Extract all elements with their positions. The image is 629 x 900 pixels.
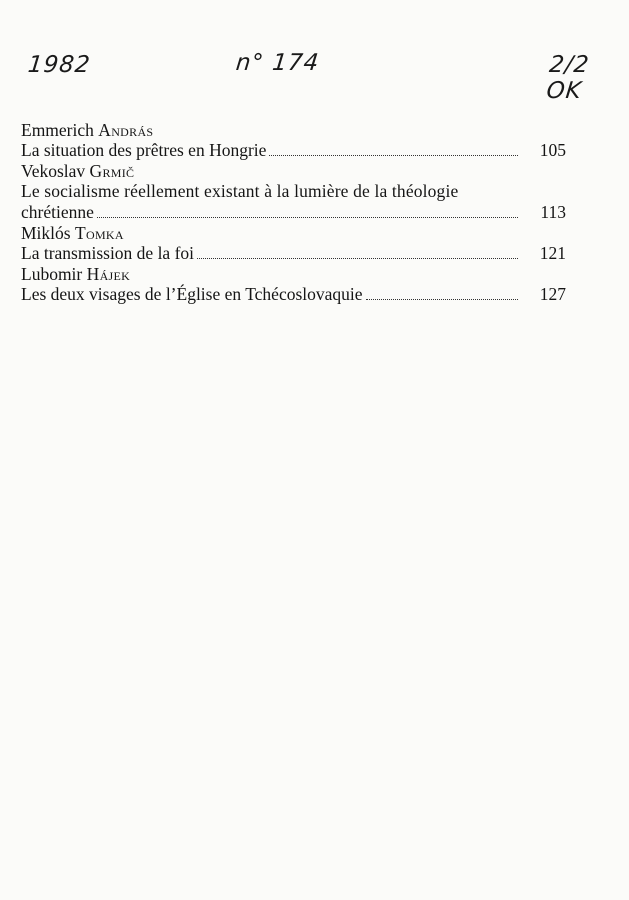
table-of-contents	[21, 120, 566, 305]
entry-page-number: 105	[539, 140, 566, 160]
author-surname: Tomka	[74, 223, 124, 243]
entry-author	[21, 223, 566, 243]
entry-title-continued: chrétienne	[21, 202, 94, 222]
dot-leader	[366, 299, 518, 300]
entry-page-number: 127	[539, 284, 566, 304]
entry-author	[21, 120, 566, 140]
toc-entry	[21, 161, 566, 223]
toc-entry	[21, 264, 566, 305]
handwritten-status: 2/2 OK	[545, 52, 591, 104]
author-first-name: Vekoslav	[21, 161, 86, 181]
entry-author	[21, 161, 566, 181]
handwritten-issue-number: n° 174	[234, 50, 321, 76]
entry-title-line	[21, 181, 566, 202]
entry-page-number: 113	[540, 202, 566, 222]
dot-leader	[269, 155, 518, 156]
author-first-name: Miklós	[21, 223, 71, 243]
entry-title-line	[21, 140, 566, 161]
entry-title-line	[21, 202, 566, 223]
entry-title: La transmission de la foi	[21, 243, 195, 263]
entry-title-line	[21, 243, 566, 264]
dot-leader	[97, 217, 518, 218]
author-surname: Grmič	[89, 161, 135, 181]
toc-entry	[21, 120, 566, 161]
toc-entry	[21, 223, 566, 264]
entry-title: Le socialisme réellement existant à la lumière de la théologie	[21, 181, 459, 201]
entry-author	[21, 264, 566, 284]
entry-page-number: 121	[539, 243, 566, 263]
author-first-name: Lubomir	[21, 264, 83, 284]
entry-title: Les deux visages de l’Église en Tchécoslovaquie	[21, 284, 363, 304]
entry-title: La situation des prêtres en Hongrie	[21, 140, 267, 160]
author-surname: Hájek	[86, 264, 131, 284]
author-first-name: Emmerich	[21, 120, 94, 140]
handwritten-year: 1982	[26, 52, 92, 78]
entry-title-line	[21, 284, 566, 305]
author-surname: András	[98, 120, 154, 140]
dot-leader	[197, 258, 518, 259]
